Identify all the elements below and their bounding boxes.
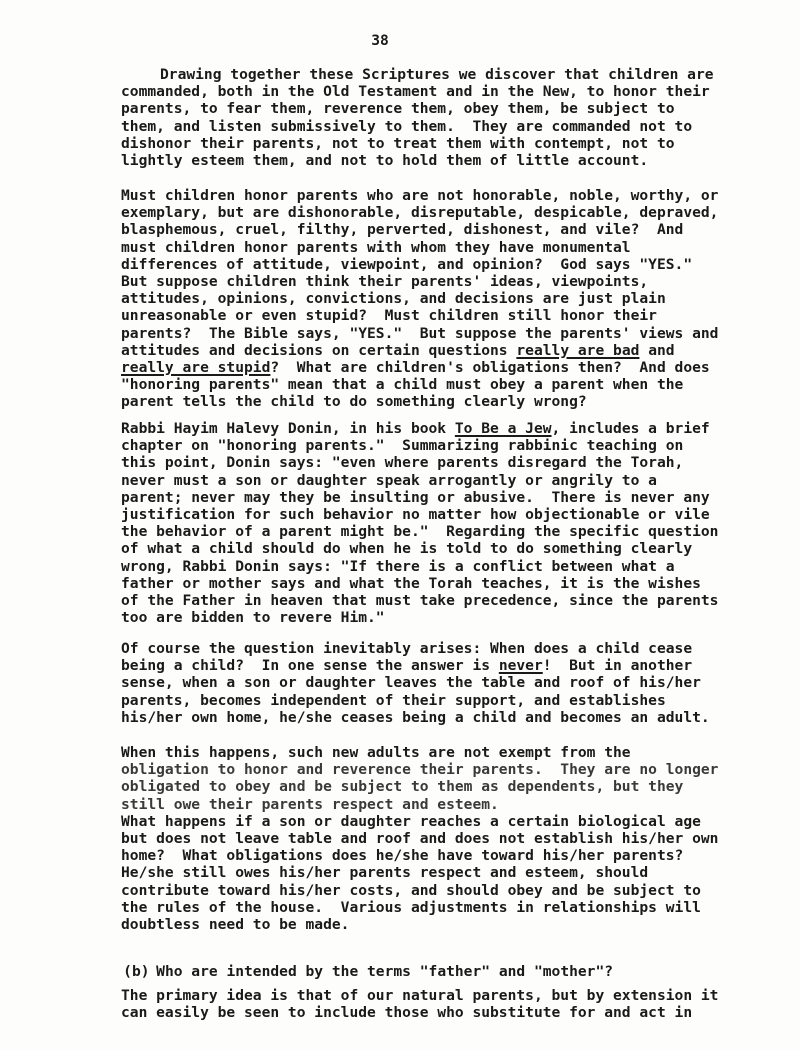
book-title: To Be a Jew — [454, 420, 552, 437]
text-line: sense, when a son or daughter leaves the table and roof of his/her — [121, 674, 701, 692]
text-segment: ? What are children's obligations then? And does — [270, 358, 710, 376]
text-segment: Rabbi Hayim Halevy Donin, in his book — [121, 420, 455, 437]
text-line: unreasonable or even stupid? Must children still honor their — [121, 307, 657, 325]
text-line: The primary idea is that of our natural parents, but by extension it — [121, 987, 719, 1004]
text-line: this point, Donin says: "even where parents disregard the Torah, — [121, 454, 684, 472]
text-segment: being a child? In one sense the answer is — [121, 657, 499, 675]
text-line: Of course the question inevitably arises: When does a child cease — [121, 640, 693, 657]
text-line: What happens if a son or daughter reaches a certain biological age — [121, 812, 701, 830]
text-line: obligation to honor and reverence their parents. They are no longer — [121, 761, 719, 779]
text-line: of the Father in heaven that must take precedence, since the parents — [121, 591, 719, 609]
text-line — [121, 342, 721, 359]
paragraph-dishonorable-parents — [121, 187, 721, 410]
list-marker: (b) — [123, 963, 150, 981]
underlined-word: never — [498, 657, 543, 675]
text-line: parent; never may they be insulting or abusive. There is never any — [121, 488, 710, 506]
text-line: father or mother says and what the Torah teaches, it is the wishes — [121, 574, 701, 592]
text-line: "honoring parents" mean that a child must obey a parent when the — [121, 376, 684, 394]
text-line: parent tells the child to do something clearly wrong? — [121, 393, 587, 411]
text-line: attitudes, opinions, convictions, and decisions are just plain — [121, 290, 666, 308]
text-line: Drawing together these Scriptures we discover that children are — [160, 66, 714, 83]
text-segment: , includes a brief — [551, 420, 710, 437]
text-line: the rules of the house. Various adjustments in relationships will — [121, 898, 701, 916]
text-line: commanded, both in the Old Testament and in the New, to honor their — [121, 83, 710, 101]
text-line: but does not leave table and roof and does not establish his/her own — [121, 829, 719, 847]
text-line: He/she still owes his/her parents respect and esteem, should — [121, 864, 649, 882]
text-line: Must children honor parents who are not honorable, noble, worthy, or — [121, 187, 719, 204]
paragraph-child-cease — [121, 640, 721, 726]
text-line: parents, becomes independent of their support, and establishes — [121, 691, 666, 709]
text-line: too are bidden to revere Him." — [121, 609, 385, 627]
underlined-phrase: really are stupid — [121, 358, 271, 376]
text-line: home? What obligations does he/she have toward his/her parents? — [121, 847, 684, 865]
text-line: When this happens, such new adults are not exempt from the — [121, 744, 631, 761]
text-line — [121, 420, 721, 437]
list-item-text: Who are intended by the terms "father" and "mother"? — [156, 963, 614, 981]
text-segment: ! But in another — [542, 657, 693, 675]
text-line — [121, 359, 721, 376]
text-line: wrong, Rabbi Donin says: "If there is a conflict between what a — [121, 557, 675, 575]
text-line: doubtless need to be made. — [121, 915, 350, 933]
text-line: contribute toward his/her costs, and should obey and be subject to — [121, 881, 701, 899]
underlined-phrase: really are bad — [516, 341, 640, 359]
text-line: can easily be seen to include those who substitute for and act in — [121, 1004, 693, 1022]
text-line: the behavior of a parent might be." Regarding the specific question — [121, 523, 719, 541]
text-line: exemplary, but are dishonorable, disreputable, despicable, depraved, — [121, 204, 719, 222]
text-segment: and — [639, 341, 675, 359]
text-line: justification for such behavior no matter how objectionable or vile — [121, 505, 710, 523]
text-line: his/her own home, he/she ceases being a child and becomes an adult. — [121, 708, 710, 726]
text-line: But suppose children think their parents' ideas, viewpoints, — [121, 272, 649, 290]
paragraph-rabbi-donin — [121, 420, 721, 626]
text-line: obligated to obey and be subject to them as dependents, but they — [121, 778, 684, 796]
text-line: dishonor their parents, not to treat them with contempt, not to — [121, 134, 675, 152]
text-line: blasphemous, cruel, filthy, perverted, dishonest, and vile? And — [121, 221, 684, 239]
text-line — [121, 657, 721, 674]
text-line: never must a son or daughter speak arrogantly or angrily to a — [121, 471, 657, 489]
page-number: 38 — [371, 32, 389, 49]
text-line: must children honor parents with whom they have monumental — [121, 238, 631, 256]
text-line: parents? The Bible says, "YES." But suppose the parents' views and — [121, 324, 719, 342]
text-line: parents, to fear them, reverence them, obey them, be subject to — [121, 100, 675, 118]
text-line: differences of attitude, viewpoint, and opinion? God says "YES." — [121, 255, 693, 273]
paragraph-natural-parents — [121, 987, 721, 1021]
text-line: of what a child should do when he is told to do something clearly — [121, 540, 693, 558]
paragraph-new-adults — [121, 744, 721, 933]
text-line: lightly esteem them, and not to hold them of little account. — [121, 151, 649, 169]
paragraph-scriptures-summary — [121, 66, 721, 169]
text-line: still owe their parents respect and esteem. — [121, 795, 499, 813]
text-segment: attitudes and decisions on certain questions — [121, 341, 517, 359]
text-line: them, and listen submissively to them. They are commanded not to — [121, 117, 693, 135]
text-line: chapter on "honoring parents." Summarizing rabbinic teaching on — [121, 437, 684, 455]
